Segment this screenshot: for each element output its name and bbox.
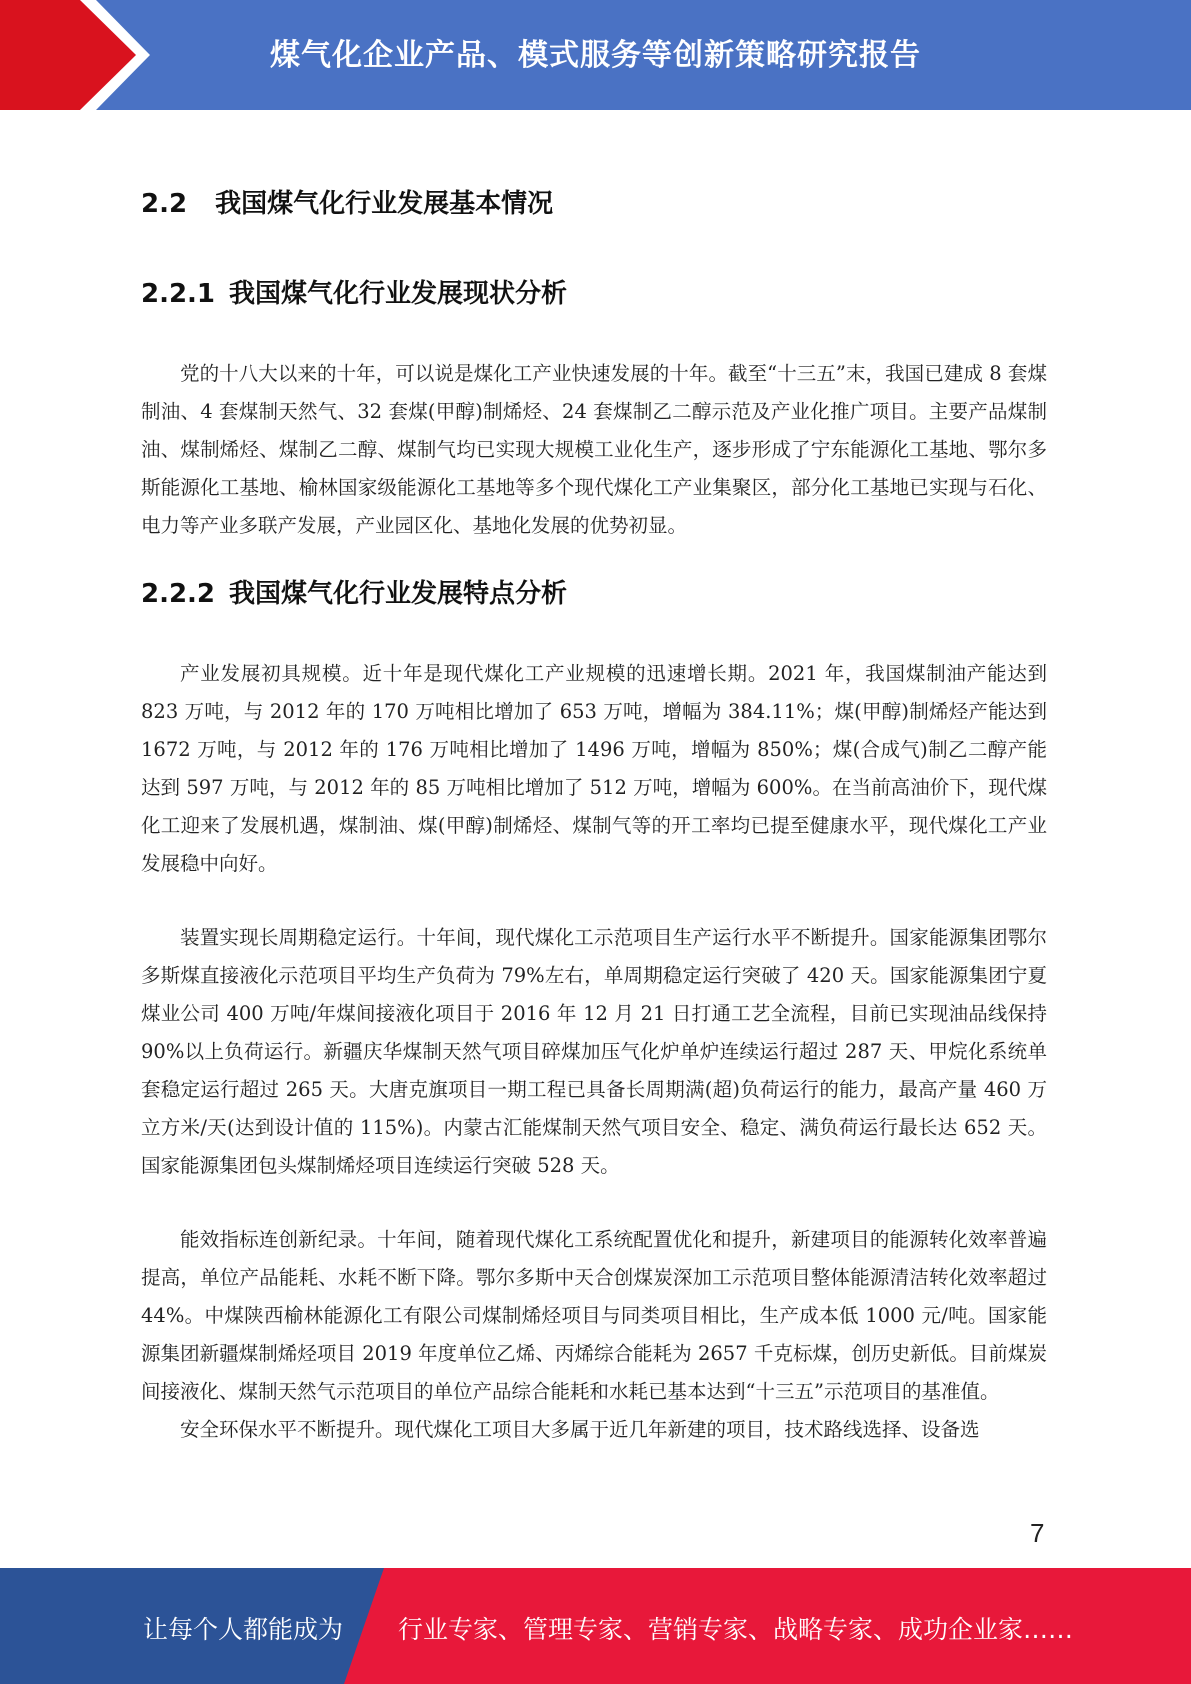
section-title: 我国煤气化行业发展现状分析 (229, 279, 568, 309)
page-number: 7 (1030, 1518, 1045, 1548)
document-body (141, 180, 1047, 1449)
paragraph: 能效指标连创新纪录。十年间，随着现代煤化工系统配置优化和提升，新建项目的能源转化效率普遍提高，单位产品能耗、水耗不断下降。鄂尔多斯中天合创煤炭深加工示范项目整体能源清洁转化效率超过 44%。中煤陕西榆林能源化工有限公司煤制烯烃项目与同类项目相比，生产成本低 1000 元/吨。国家能源集团新疆煤制烯烃项目 2019 年度单位乙烯、丙烯综合能耗为 2657 千克标煤，创历史新低。目前煤炭间接液化、煤制天然气示范项目的单位产品综合能耗和水耗已基本达到“十三五”示范项目的基准值。 (141, 1228, 1047, 1403)
header-arrow-red-decoration (0, 0, 140, 110)
section-heading-2-2-2 (141, 573, 1047, 610)
report-title: 煤气化企业产品、模式服务等创新策略研究报告 (270, 38, 921, 73)
page-header (0, 0, 1191, 110)
section-number: 2.2.1 (141, 279, 216, 309)
footer-slogan-right: 行业专家、管理专家、营销专家、战略专家、成功企业家…… (398, 1615, 1074, 1644)
paragraph: 装置实现长周期稳定运行。十年间，现代煤化工示范项目生产运行水平不断提升。国家能源集团鄂尔多斯煤直接液化示范项目平均生产负荷为 79%左右，单周期稳定运行突破了 420 天。国家能源集团宁夏煤业公司 400 万吨/年煤间接液化项目于 2016 年 12 月 21 日打通工艺全流程，目前已实现油品线保持 90%以上负荷运行。新疆庆华煤制天然气项目碎煤加压气化炉单炉连续运行超过 287 天、甲烷化系统单套稳定运行超过 265 天。大唐克旗项目一期工程已具备长周期满(超)负荷运行的能力，最高产量 460 万立方米/天(达到设计值的 115%)。内蒙古汇能煤制天然气项目安全、稳定、满负荷运行最长达 652 天。国家能源集团包头煤制烯烃项目连续运行突破 528 天。 (141, 926, 1047, 1177)
section-number: 2.2.2 (141, 579, 216, 609)
footer-slogan-left: 让每个人都能成为 (143, 1615, 344, 1644)
paragraph: 党的十八大以来的十年，可以说是煤化工产业快速发展的十年。截至“十三五”末，我国已建成 8 套煤制油、4 套煤制天然气、32 套煤(甲醇)制烯烃、24 套煤制乙二醇示范及产业化推广项目。主要产品煤制油、煤制烯烃、煤制乙二醇、煤制气均已实现大规模工业化生产，逐步形成了宁东能源化工基地、鄂尔多斯能源化工基地、榆林国家级能源化工基地等多个现代煤化工产业集聚区，部分化工基地已实现与石化、电力等产业多联产发展，产业园区化、基地化发展的优势初显。 (141, 362, 1047, 537)
section-title: 我国煤气化行业发展特点分析 (229, 579, 568, 609)
paragraph: 安全环保水平不断提升。现代煤化工项目大多属于近几年新建的项目，技术路线选择、设备选 (180, 1418, 980, 1441)
section-heading-2-2-1 (141, 273, 1047, 310)
paragraph: 产业发展初具规模。近十年是现代煤化工产业规模的迅速增长期。2021 年，我国煤制油产能达到 823 万吨，与 2012 年的 170 万吨相比增加了 653 万吨，增幅为 384.11%；煤(甲醇)制烯烃产能达到 1672 万吨，与 2012 年的 176 万吨相比增加了 1496 万吨，增幅为 850%；煤(合成气)制乙二醇产能达到 597 万吨，与 2012 年的 85 万吨相比增加了 512 万吨，增幅为 600%。在当前高油价下，现代煤化工迎来了发展机遇，煤制油、煤(甲醇)制烯烃、煤制气等的开工率均已提至健康水平，现代煤化工产业发展稳中向好。 (141, 662, 1047, 875)
section-heading-2-2 (141, 183, 1047, 220)
page-footer (0, 1568, 1191, 1684)
section-number: 2.2 (141, 189, 188, 219)
section-title: 我国煤气化行业发展基本情况 (215, 189, 554, 219)
